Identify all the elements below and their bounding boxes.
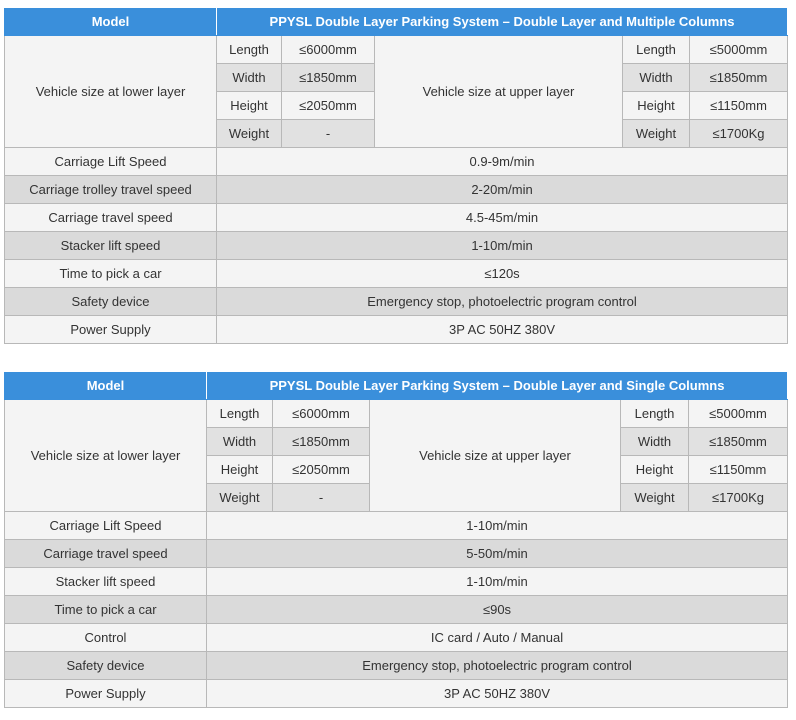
dim-label: Height [623, 92, 690, 120]
spec-row [5, 176, 788, 204]
dim-label: Width [207, 428, 273, 456]
dim-label: Width [217, 64, 282, 92]
spec-label: Stacker lift speed [5, 568, 207, 596]
dim-row [5, 400, 788, 428]
spec-value: 5-50m/min [207, 540, 788, 568]
spec-value: 1-10m/min [217, 232, 788, 260]
spec-label: Carriage travel speed [5, 540, 207, 568]
dim-value: ≤1700Kg [689, 484, 788, 512]
dim-value: ≤1150mm [689, 456, 788, 484]
dim-value: ≤2050mm [273, 456, 370, 484]
spec-row [5, 596, 788, 624]
spec-label: Power Supply [5, 316, 217, 344]
dim-value: ≤5000mm [690, 36, 788, 64]
dim-label: Length [621, 400, 689, 428]
dim-value: ≤1150mm [690, 92, 788, 120]
spec-value: 1-10m/min [207, 512, 788, 540]
dim-label: Width [621, 428, 689, 456]
lower-layer-label: Vehicle size at lower layer [5, 400, 207, 512]
dim-value: ≤6000mm [273, 400, 370, 428]
dim-label: Weight [623, 120, 690, 148]
spec-row [5, 232, 788, 260]
dim-label: Length [217, 36, 282, 64]
spec-value: ≤90s [207, 596, 788, 624]
spec-value: 0.9-9m/min [217, 148, 788, 176]
dim-value: ≤1700Kg [690, 120, 788, 148]
dim-value: ≤5000mm [689, 400, 788, 428]
dim-label: Height [621, 456, 689, 484]
spec-value: ≤120s [217, 260, 788, 288]
dim-label: Height [207, 456, 273, 484]
spec-value: IC card / Auto / Manual [207, 624, 788, 652]
dim-label: Length [623, 36, 690, 64]
upper-layer-label: Vehicle size at upper layer [375, 36, 623, 148]
spec-label: Time to pick a car [5, 260, 217, 288]
dim-value: ≤1850mm [282, 64, 375, 92]
spec-label: Carriage travel speed [5, 204, 217, 232]
model-header: Model [5, 373, 207, 400]
dim-value: ≤1850mm [689, 428, 788, 456]
dim-value: ≤6000mm [282, 36, 375, 64]
spec-label: Safety device [5, 288, 217, 316]
spec-value: 1-10m/min [207, 568, 788, 596]
dim-value: - [282, 120, 375, 148]
spec-value: Emergency stop, photoelectric program control [217, 288, 788, 316]
spec-value: 2-20m/min [217, 176, 788, 204]
spec-label: Carriage Lift Speed [5, 512, 207, 540]
spec-row [5, 652, 788, 680]
spec-value: Emergency stop, photoelectric program control [207, 652, 788, 680]
spec-row [5, 624, 788, 652]
spec-row [5, 680, 788, 708]
model-title: PPYSL Double Layer Parking System – Double Layer and Multiple Columns [217, 9, 788, 36]
dim-label: Weight [217, 120, 282, 148]
spec-row [5, 512, 788, 540]
dim-label: Width [623, 64, 690, 92]
spec-row [5, 148, 788, 176]
spec-row [5, 316, 788, 344]
spec-row [5, 288, 788, 316]
spec-label: Power Supply [5, 680, 207, 708]
spec-table-multiple-columns [4, 8, 788, 344]
dim-label: Height [217, 92, 282, 120]
model-title: PPYSL Double Layer Parking System – Double Layer and Single Columns [207, 373, 788, 400]
spec-value: 3P AC 50HZ 380V [207, 680, 788, 708]
dim-label: Weight [621, 484, 689, 512]
dim-value: - [273, 484, 370, 512]
spec-label: Stacker lift speed [5, 232, 217, 260]
spec-row [5, 204, 788, 232]
spec-row [5, 260, 788, 288]
model-header: Model [5, 9, 217, 36]
dim-row [5, 36, 788, 64]
spec-table-single-columns [4, 372, 788, 708]
spec-label: Control [5, 624, 207, 652]
dim-label: Weight [207, 484, 273, 512]
spec-row [5, 568, 788, 596]
header-row [5, 373, 788, 400]
dim-value: ≤1850mm [273, 428, 370, 456]
spec-value: 4.5-45m/min [217, 204, 788, 232]
spec-label: Carriage trolley travel speed [5, 176, 217, 204]
spec-label: Time to pick a car [5, 596, 207, 624]
header-row [5, 9, 788, 36]
dim-label: Length [207, 400, 273, 428]
spec-row [5, 540, 788, 568]
dim-value: ≤2050mm [282, 92, 375, 120]
dim-value: ≤1850mm [690, 64, 788, 92]
upper-layer-label: Vehicle size at upper layer [370, 400, 621, 512]
spec-label: Safety device [5, 652, 207, 680]
lower-layer-label: Vehicle size at lower layer [5, 36, 217, 148]
spec-value: 3P AC 50HZ 380V [217, 316, 788, 344]
spec-label: Carriage Lift Speed [5, 148, 217, 176]
